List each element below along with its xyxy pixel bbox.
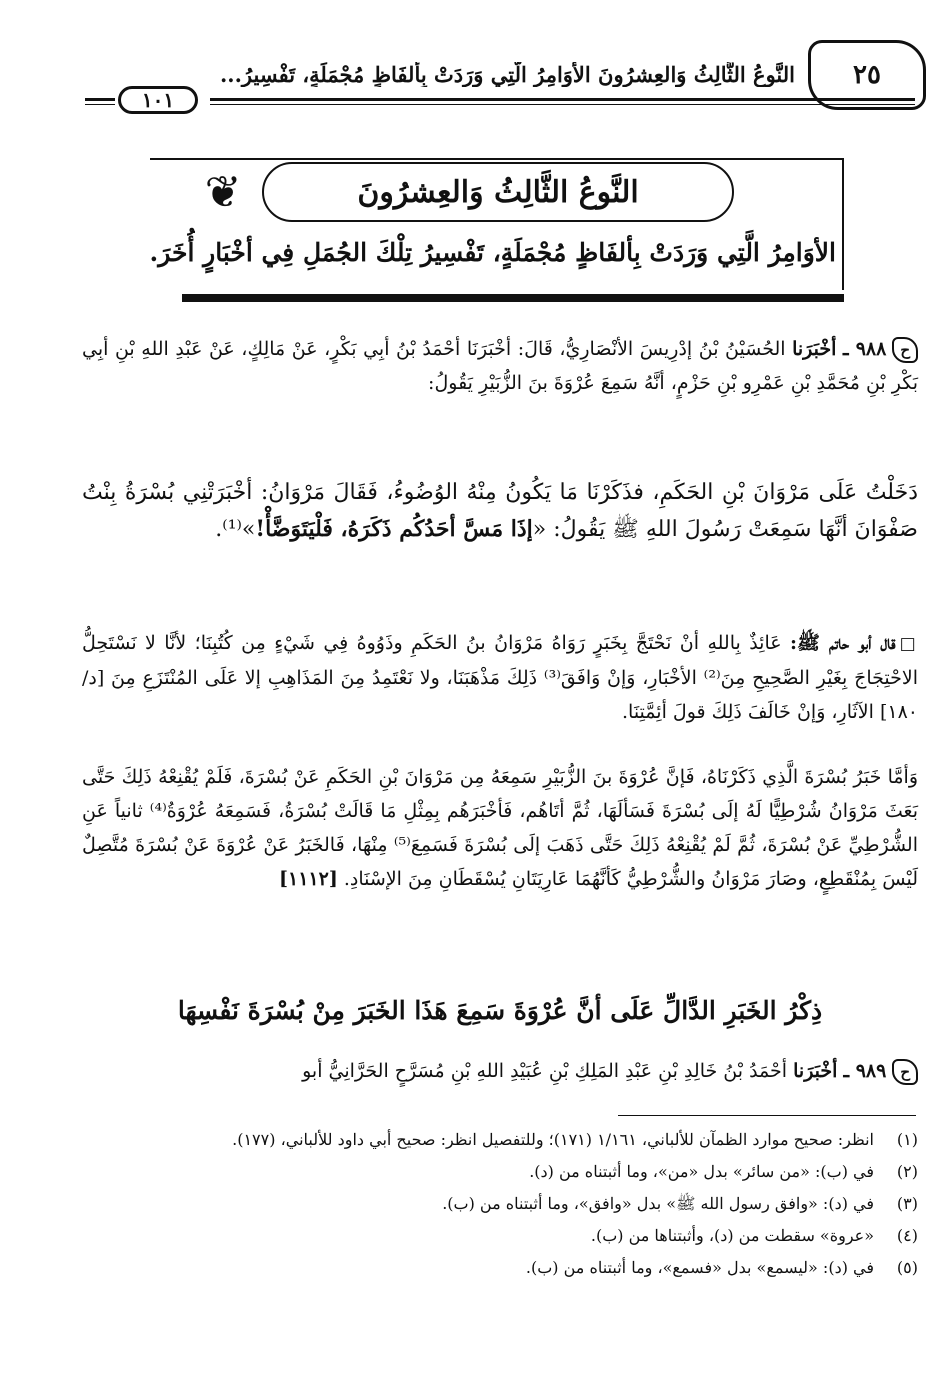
footnote bbox=[82, 1188, 918, 1220]
footnote-text: في (ب): «من سائر» بدل «من»، وما أثبتناه من (د). bbox=[529, 1162, 874, 1181]
footnote bbox=[82, 1252, 918, 1284]
hadith-number: ٩٨٩ ـ bbox=[843, 1060, 887, 1082]
akhbarana-label: أخْبَرَنا bbox=[792, 338, 837, 360]
footnote-number: (٤) bbox=[896, 1226, 918, 1245]
footnotes bbox=[82, 1124, 918, 1284]
akhbarana-label: أخْبَرَنا bbox=[793, 1060, 838, 1082]
matn-text: دَخَلْتُ عَلَى مَرْوَانَ بْنِ الحَكَمِ، فذَكَرْنَا مَا يَكُونُ مِنْهُ الوُضُوءُ، فَقَالَ مَرْوَانُ: أخْبَرَتْنِي بُسْرَةُ بِنْتُ صَفْوَانَ أنَّهَا سَمِعَتْ رَسُولَ اللهِ ﷺ يَقُولُ: « bbox=[82, 480, 918, 542]
commentary-text-1: عَائِذٌ بِاللهِ أنْ نَحْتَجَّ بِخَبَرٍ رَوَاهُ مَرْوَانُ بنُ الحَكَمِ وذَوُوهُ فِي شَيْءٍ مِن كُتُبِنَا؛ لأنَّا لا نَسْتَحِلُّ الاحْتِجَاجَ بِغَيْرِ الصَّحِيحِ مِنَ⁽²⁾ الأخْبَارِ، وَإنْ وَافَقَ⁽³⁾ ذَلِكَ مَذْهَبَنَا، ولا نَعْتَمِدُ مِنَ المَذَاهِبِ إلا عَلَى المُنْتَزَعِ مِنَ [د/١٨٠] الآثَارِ، وَإنْ خَالَفَ ذَلِكَ قولَ أئِمَّتِنَا. bbox=[82, 632, 918, 723]
hadith-icon: ح bbox=[892, 337, 918, 363]
square-marker-icon: □ bbox=[899, 634, 919, 654]
section-heading: ذِكْرُ الخَبَرِ الدَّالِّ عَلَى أنَّ عُرْوَةَ سَمِعَ هَذَا الخَبَرَ مِنْ بُسْرَةَ نَفْسِهَا bbox=[177, 996, 823, 1025]
running-head: النَّوعُ الثَّالِثُ وَالعِشرُونَ الأوَامِرُ الَّتِي وَرَدَتْ بِألفَاظٍ مُجْمَلَةٍ، تَفْسِيرُ... bbox=[220, 62, 795, 87]
ornament-icon: ❦ bbox=[204, 166, 242, 218]
matn-quote: إذَا مَسَّ أحَدُكُم ذَكَرَهُ، فَلْيَتَوَضَّأْ! bbox=[255, 516, 533, 542]
footnote-text: «عروة» سقطت من (د)، وأثبتناها من (ب). bbox=[590, 1226, 874, 1245]
footnote bbox=[82, 1156, 918, 1188]
chapter-subtitle: الأوَامِرُ الَّتِي وَرَدَتْ بِألفَاظٍ مُجْمَلَةٍ، تَفْسِيرُ تِلْكَ الجُمَلِ فِي أخْبَارٍ أُخَرَ. bbox=[149, 238, 836, 267]
chapter-emblem: ٢٥ bbox=[808, 40, 926, 110]
header-rule bbox=[210, 98, 915, 101]
footnote-number: (٢) bbox=[896, 1162, 918, 1181]
hadith-988-isnad bbox=[82, 332, 918, 400]
pagenumber-rule-thin bbox=[85, 104, 115, 105]
footnote-text: في (د): «وافق رسول الله ﷺ» بدل «وافق»، وما أثبتناه من (ب). bbox=[442, 1194, 874, 1213]
hadith-988-matn bbox=[82, 474, 918, 548]
footnote bbox=[82, 1124, 918, 1156]
footnote bbox=[82, 1220, 918, 1252]
footnote-number: (١) bbox=[896, 1130, 918, 1149]
isnad-text: أحْمَدُ بْنُ خَالِدِ بْنِ عَبْدِ المَلِكِ بْنِ عُبَيْدِ اللهِ بْنِ مُسَرَّحٍ الحَرَّانِيُّ أبو bbox=[302, 1060, 788, 1082]
footnote-text: انظر: صحيح موارد الظمآن للألباني، ١/١٦١ (١٧١)؛ وللتفصيل انظر: صحيح أبي داود للألباني، (١٧٧). bbox=[232, 1130, 874, 1149]
footnote-number: (٣) bbox=[896, 1194, 918, 1213]
footnote-separator bbox=[618, 1115, 916, 1116]
hadith-989-isnad bbox=[82, 1054, 918, 1088]
commentary-text-2: وَأمَّا خَبَرُ بُسْرَةَ الَّذِي ذَكَرْنَاهُ، فَإنَّ عُرْوَةَ بنَ الزُّبَيْرِ سَمِعَهُ مِن مَرْوَانَ بْنِ الحَكَمِ عَنْ بُسْرَةَ، فَلَمْ يُقْنِعْهُ ذَلِكَ حَتَّى بَعَثَ مَرْوَانُ شُرْطِيًّا لَهُ إلَى بُسْرَةَ فَسَألَهَا، ثُمَّ أتَاهُم، فَأخْبَرَهُم بِمِثْلِ مَا قَالَتْ بُسْرَةُ، فَسَمِعَهُ عُرْوَةُ⁽⁴⁾ ثانياً عَنِ الشُّرْطِيِّ عَنْ بُسْرَةَ، ثُمَّ لَمْ يُقْنِعْهُ ذَلِكَ حَتَّى ذَهَبَ إلَى بُسْرَةَ فَسَمِعَ⁽⁵⁾ مِنْهَا، فَالخَبَرُ عَنْ عُرْوَةَ عَنْ بُسْرَةَ مُتَّصِلٌ لَيْسَ بِمُنْقَطِعٍ، وصَارَ مَرْوَانُ والشُّرْطِيُّ كَأنَّهُمَا عَارِيَتَانِ يُسْقَطَانِ مِنَ الإسْنَادِ. bbox=[82, 766, 918, 890]
pagenumber-rule bbox=[85, 98, 115, 101]
matn-end: »⁽¹⁾. bbox=[215, 517, 256, 542]
chapter-rule bbox=[182, 294, 844, 302]
header-rule-thin bbox=[210, 104, 915, 105]
footnote-text: في (د): «ليسمع» بدل «فسمع»، وما أثبتناه من (ب). bbox=[525, 1258, 874, 1277]
commentary-author: قال أبو حاتم ﷺ: bbox=[790, 632, 896, 654]
cross-reference: [١١١٢] bbox=[279, 868, 338, 890]
hadith-number: ٩٨٨ ـ bbox=[843, 338, 887, 360]
commentary-paragraph-1 bbox=[82, 626, 918, 729]
commentary-paragraph-2 bbox=[82, 760, 918, 896]
footnote-number: (٥) bbox=[896, 1258, 918, 1277]
chapter-title: النَّوعُ الثَّالِثُ وَالعِشرُونَ bbox=[262, 162, 734, 222]
hadith-icon: ح bbox=[892, 1059, 918, 1085]
page-number: ١٠١ bbox=[118, 86, 198, 114]
isnad-text: الحُسَيْنُ بْنُ إدْرِيسَ الأنْصَارِيُّ، قَالَ: أخْبَرَنَا أحْمَدُ بْنُ أبِي بَكْرٍ، عَنْ مَالِكٍ، عَنْ عَبْدِ اللهِ بْنِ أبِي بَكْرِ بْنِ مُحَمَّدِ بْنِ عَمْرِو بْنِ حَزْمٍ، أنَّهُ سَمِعَ عُرْوَةَ بنَ الزُّبَيْرِ يَقُولُ: bbox=[82, 338, 918, 394]
